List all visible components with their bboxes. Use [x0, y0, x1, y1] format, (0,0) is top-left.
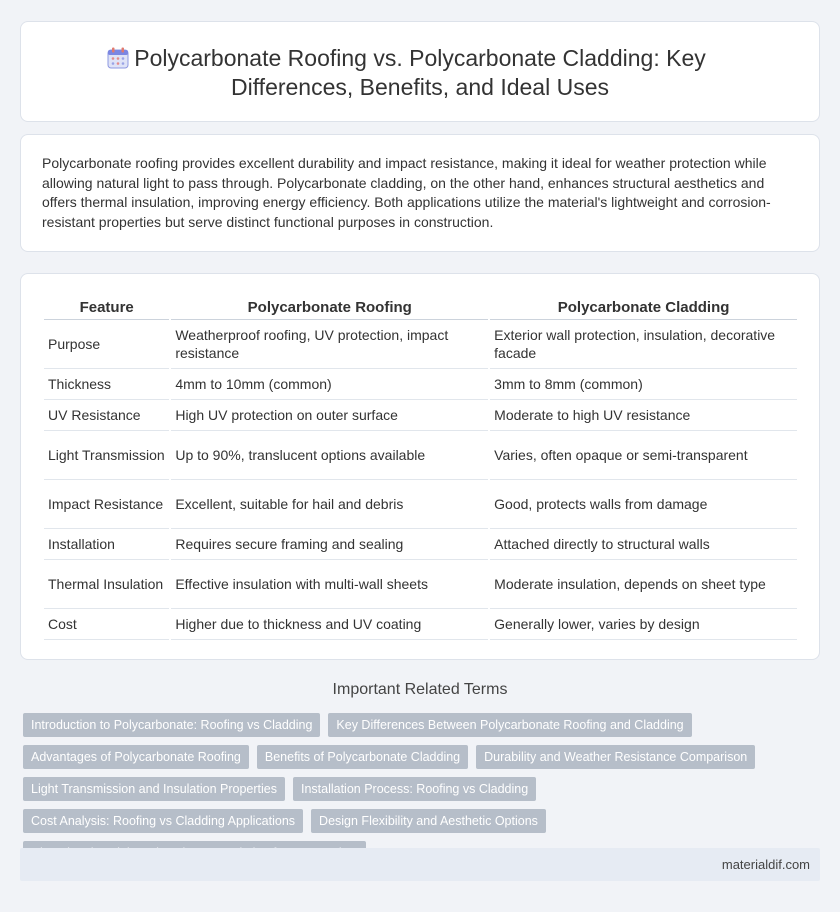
- footer-site-name[interactable]: materialdif.com: [721, 857, 810, 872]
- table-row: [44, 400, 797, 431]
- intro-paragraph: Polycarbonate roofing provides excellent durability and impact resistance, making it ideal for weather protection while allowing natural light to pass through. Polycarbonate cladding, on the other hand, enhances structural aesthetics and offers thermal insulation, improving energy efficiency. Both applications utilize the material's lightweight and corrosion-resistant properties but serve distinct functional purposes in construction.: [42, 155, 771, 230]
- related-term-link[interactable]: Benefits of Polycarbonate Cladding: [257, 745, 468, 769]
- roofing-cell: Weatherproof roofing, UV protection, impact resistance: [171, 320, 488, 369]
- table-row: [44, 529, 797, 560]
- table-row: [44, 320, 797, 369]
- table-header-row: [44, 296, 797, 320]
- footer: [20, 848, 820, 881]
- intro-card: [20, 134, 820, 252]
- related-term-link[interactable]: Introduction to Polycarbonate: Roofing vs Cladding: [23, 713, 320, 737]
- table-row: [44, 480, 797, 529]
- roofing-cell: Higher due to thickness and UV coating: [171, 609, 488, 640]
- related-term-link[interactable]: Light Transmission and Insulation Properties: [23, 777, 285, 801]
- header-feature: Feature: [44, 296, 169, 320]
- comparison-table: [42, 296, 799, 640]
- cladding-cell: Good, protects walls from damage: [490, 480, 797, 529]
- feature-cell: UV Resistance: [44, 400, 169, 431]
- related-term-link[interactable]: Design Flexibility and Aesthetic Options: [311, 809, 546, 833]
- related-term-link[interactable]: Cost Analysis: Roofing vs Cladding Applications: [23, 809, 303, 833]
- feature-cell: Impact Resistance: [44, 480, 169, 529]
- related-term-link[interactable]: Durability and Weather Resistance Comparison: [476, 745, 755, 769]
- cladding-cell: Exterior wall protection, insulation, decorative facade: [490, 320, 797, 369]
- table-row: [44, 609, 797, 640]
- feature-cell: Thickness: [44, 369, 169, 400]
- table-row: [44, 369, 797, 400]
- header-roofing: Polycarbonate Roofing: [171, 296, 488, 320]
- related-term-link[interactable]: Advantages of Polycarbonate Roofing: [23, 745, 249, 769]
- cladding-cell: Generally lower, varies by design: [490, 609, 797, 640]
- related-term-link[interactable]: Key Differences Between Polycarbonate Roofing and Cladding: [328, 713, 691, 737]
- feature-cell: Thermal Insulation: [44, 560, 169, 609]
- table-row: [44, 431, 797, 480]
- roofing-cell: Excellent, suitable for hail and debris: [171, 480, 488, 529]
- related-term-link[interactable]: Installation Process: Roofing vs Cladding: [293, 777, 536, 801]
- cladding-cell: 3mm to 8mm (common): [490, 369, 797, 400]
- page-title: Polycarbonate Roofing vs. Polycarbonate Cladding: Key Differences, Benefits, and Ideal Uses: [134, 45, 706, 100]
- cladding-cell: Varies, often opaque or semi-transparent: [490, 431, 797, 480]
- cladding-cell: Attached directly to structural walls: [490, 529, 797, 560]
- feature-cell: Purpose: [44, 320, 169, 369]
- feature-cell: Cost: [44, 609, 169, 640]
- cladding-cell: Moderate insulation, depends on sheet type: [490, 560, 797, 609]
- feature-cell: Installation: [44, 529, 169, 560]
- roofing-cell: High UV protection on outer surface: [171, 400, 488, 431]
- roofing-cell: Up to 90%, translucent options available: [171, 431, 488, 480]
- related-terms-list: [23, 713, 823, 865]
- comparison-card: [20, 273, 820, 660]
- roofing-cell: 4mm to 10mm (common): [171, 369, 488, 400]
- header-cladding: Polycarbonate Cladding: [490, 296, 797, 320]
- table-row: [44, 560, 797, 609]
- related-terms-heading: Important Related Terms: [332, 681, 508, 698]
- title-card: [20, 21, 820, 122]
- roofing-cell: Effective insulation with multi-wall sheets: [171, 560, 488, 609]
- roofing-cell: Requires secure framing and sealing: [171, 529, 488, 560]
- cladding-cell: Moderate to high UV resistance: [490, 400, 797, 431]
- feature-cell: Light Transmission: [44, 431, 169, 480]
